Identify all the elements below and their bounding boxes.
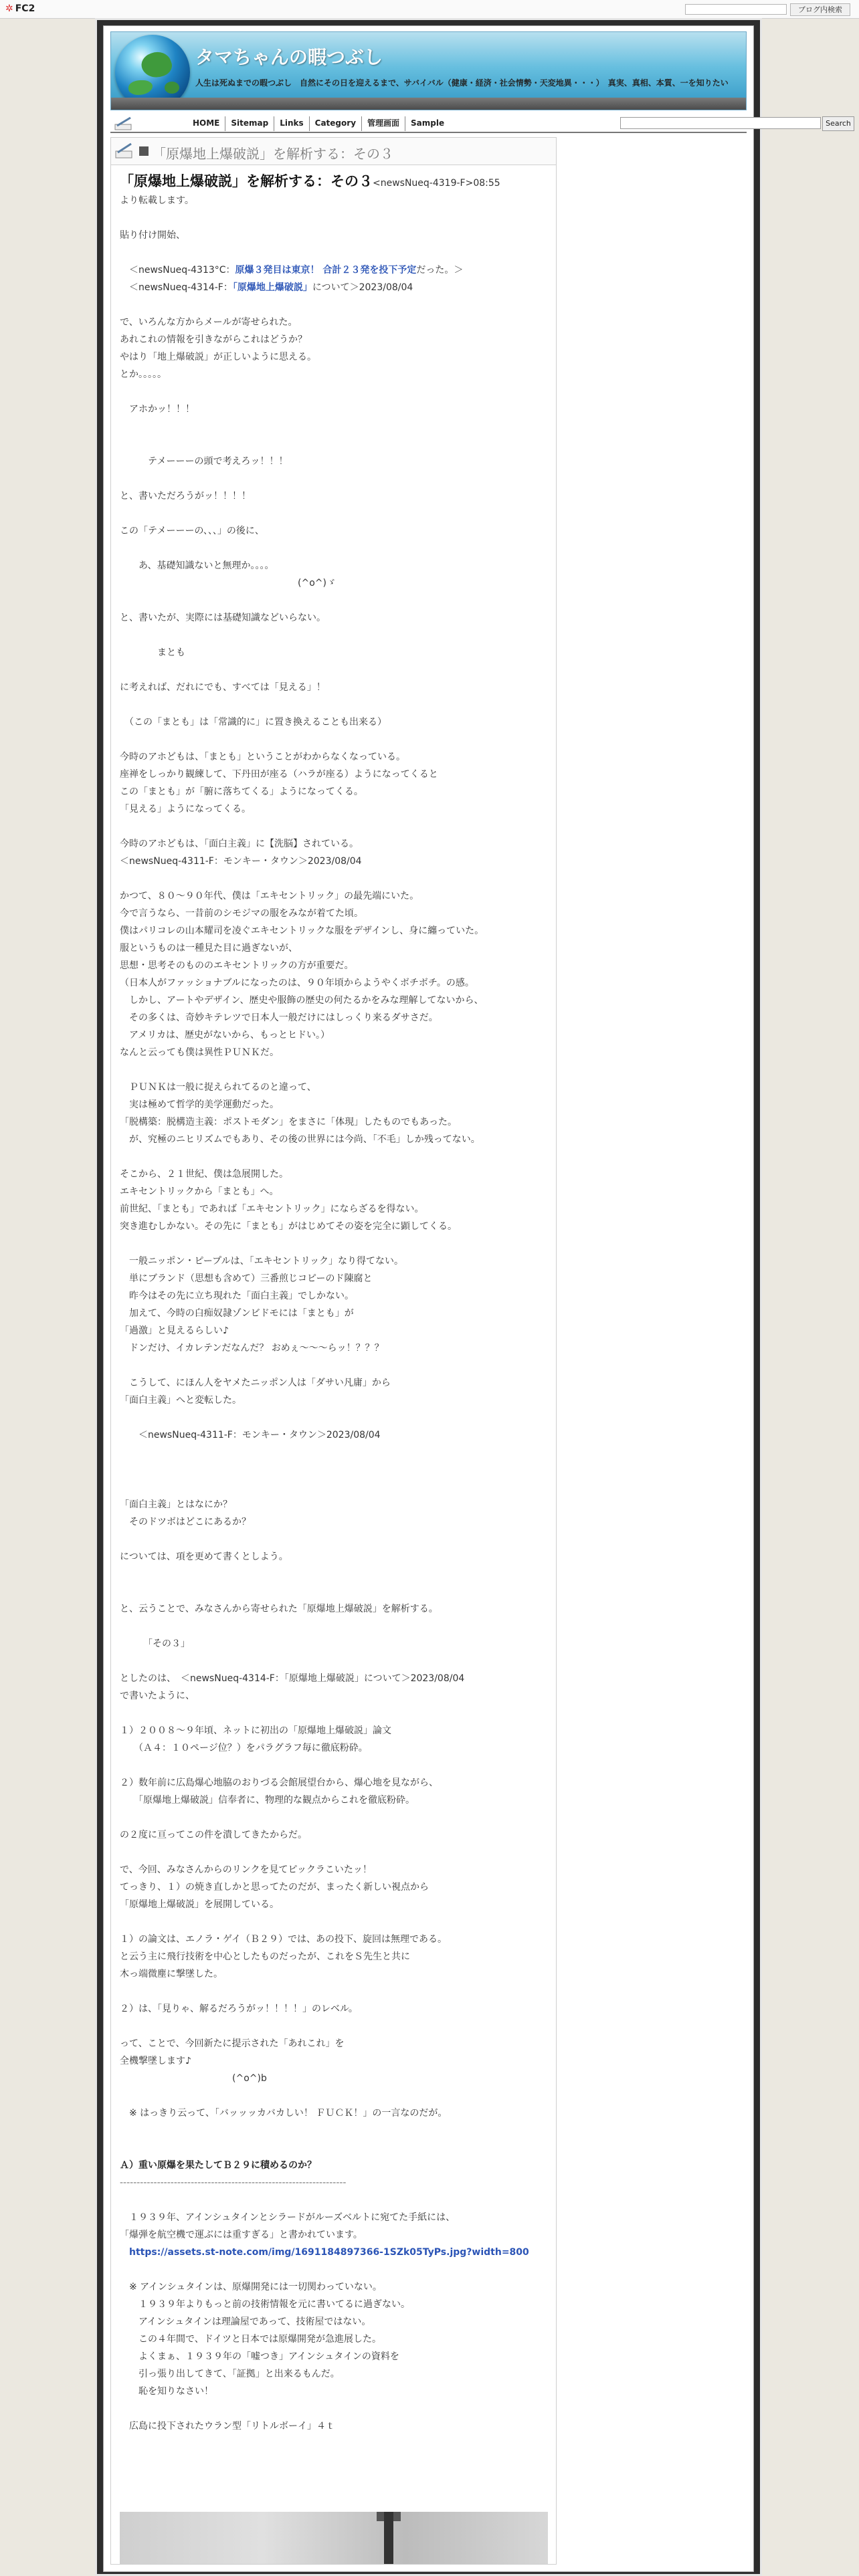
body-line (120, 2070, 548, 2087)
body-text: だった。＞ (416, 265, 464, 276)
body-text: やはり「地上爆破説」が正しいように思える。 (120, 352, 316, 362)
body-line (120, 748, 548, 766)
blank-line (120, 2139, 548, 2157)
blank-line (120, 870, 548, 887)
body-text: 「原爆地上爆破説」を解析する：その３ (120, 173, 373, 189)
body-text: の２度に亘ってこの件を潰してきたからだ。 (120, 1830, 307, 1840)
body-text: ＜newsNueq-4311-F：モンキー・タウン＞2023/08/04 (120, 1430, 381, 1440)
body-line (120, 314, 548, 331)
body-text: (^o^)b (120, 2073, 267, 2084)
site-title[interactable]: タマちゃんの暇つぶし (195, 46, 383, 68)
blank-line (120, 1461, 548, 1479)
body-text: 服というものは一種見た目に過ぎないが、 (120, 943, 298, 954)
body-text: （日本人がファッショナブルになったのは、９０年頃からようやくボチボチ。の感。 (120, 978, 474, 988)
body-text: 「面白主義」へと変転した。 (120, 1395, 242, 1406)
body-text: アインシュタインは理論屋であって、技術屋ではない。 (120, 2317, 371, 2327)
blog-search-input[interactable] (685, 4, 787, 15)
body-line (120, 2383, 548, 2400)
body-text: まとも (120, 647, 185, 658)
body-line (120, 1027, 548, 1044)
body-line (120, 574, 548, 592)
body-text: ------------------------------------------------------------------- (120, 2177, 347, 2188)
body-text: 引っ張り出してきて、「証拠」と出来るもんだ。 (120, 2369, 340, 2379)
nav-divider (110, 132, 747, 133)
body-line (120, 2331, 548, 2348)
blank-line (120, 383, 548, 401)
body-text: てっきり、１）の焼き直しかと思ってたのだが、まったく新しい視点から (120, 1882, 429, 1893)
blank-line (120, 505, 548, 522)
body-text: そのドツボはどこにあるか？ (120, 1517, 251, 1527)
body-text: 今で言うなら、一昔前のシモジマの服をみなが着てた頃。 (120, 908, 363, 919)
body-line (120, 2174, 548, 2191)
body-line (120, 766, 548, 783)
blank-line (120, 1652, 548, 1670)
blank-line (120, 1983, 548, 2000)
body-line (120, 1948, 548, 1965)
body-text: ※ アインシュタインは、原爆開発には一切関わっていない。 (120, 2282, 382, 2292)
body-text: が、究極のニヒリズムでもあり、その後の世界には今尚、「不毛」しか残ってない。 (120, 1134, 480, 1145)
body-line (120, 644, 548, 661)
body-text: この「まとも」が「腑に落ちてくる」ようになってくる。 (120, 786, 363, 797)
body-line (120, 366, 548, 383)
body-line (120, 488, 548, 505)
blank-line (120, 1479, 548, 1496)
body-line (120, 1374, 548, 1392)
site-header (110, 31, 747, 110)
header-band (111, 98, 746, 110)
body-link[interactable]: 「原爆地上爆破説」 (232, 282, 312, 293)
body-line (120, 1739, 548, 1757)
body-text: 貼り付け開始、 (120, 230, 185, 241)
body-text: より転載します。 (120, 195, 194, 206)
body-text: エキセントリックから「まとも」へ。 (120, 1186, 279, 1197)
nav-admin[interactable]: 管理画面 (361, 116, 405, 131)
blank-line (120, 1148, 548, 1166)
body-line (120, 1079, 548, 1096)
site-search-button[interactable]: Search (822, 116, 854, 131)
fc2-logo[interactable] (5, 3, 35, 14)
blank-line (120, 1357, 548, 1374)
body-text: ドンだけ、イカレテンだなんだ？ おめぇ～～～らッ！？？？ (120, 1343, 384, 1354)
little-boy-photo (120, 2512, 548, 2565)
blank-line (120, 2018, 548, 2035)
body-text: 今時のアホどもは、「まとも」ということがわからなくなっている。 (120, 752, 405, 762)
blank-line (120, 540, 548, 557)
body-line (120, 557, 548, 574)
body-line (120, 1496, 548, 1513)
body-text: 前世紀、「まとも」であれば「エキセントリック」にならざるを得ない。 (120, 1204, 424, 1214)
body-line (120, 1322, 548, 1339)
body-text: ＜newsNueq-4313°C： (120, 265, 235, 276)
body-text: かつて、８０～９０年代、僕は「エキセントリック」の最先端にいた。 (120, 891, 419, 901)
body-line (120, 940, 548, 957)
blank-line (120, 1844, 548, 1861)
body-line (120, 957, 548, 974)
blank-line (120, 1913, 548, 1931)
body-text: とか。。。。。 (120, 369, 167, 380)
blank-line (120, 1583, 548, 1600)
nav-home[interactable]: HOME (193, 118, 220, 128)
site-search-input[interactable] (620, 117, 821, 129)
body-text: ２）数年前に広島爆心地脇のおりづる会館展望台から、爆心地を見ながら、 (120, 1778, 438, 1788)
body-text: 「脱構築：脱構造主義：ポストモダン」をまさに「体現」したものでもあった。 (120, 1117, 457, 1128)
body-line (120, 1183, 548, 1200)
body-text: １９３９年、アインシュタインとシラードがルーズベルトに宛てた手紙には、 (120, 2212, 456, 2223)
blank-line (120, 209, 548, 227)
body-text: あれこれの情報を引きながらこれはどうか？ (120, 334, 307, 345)
body-line (120, 522, 548, 540)
body-text: こうして、にほん人をヤメたニッポン人は「ダサい凡庸」から (120, 1378, 391, 1388)
fc2-logo-icon: ✲ (5, 3, 13, 14)
entry-title[interactable]: 「原爆地上爆破説」を解析する：その３ (153, 146, 393, 162)
body-text: と、書いただろうがッ！！！！ (120, 491, 251, 502)
body-text: １）の論文は、エノラ・ゲイ（Ｂ２９）では、あの投下、旋回は無理である。 (120, 1934, 448, 1945)
body-text: 「原爆地上爆破説」信奉者に、物理的な観点からこれを徹底粉砕。 (120, 1795, 415, 1806)
body-line (120, 1896, 548, 1913)
source-ref: <newsNueq-4319-F>08:55 (373, 178, 500, 189)
body-line (120, 279, 548, 296)
body-text: 加えて、今時の白痴奴隷ゾンビドモには「まとも」が (120, 1308, 354, 1319)
body-line (120, 1965, 548, 1983)
body-text: （この「まとも」は「常識的に」に置き換えることも出来る） (120, 717, 387, 728)
body-line (120, 835, 548, 853)
body-line (120, 2052, 548, 2070)
body-line (120, 2418, 548, 2435)
body-line (120, 1044, 548, 1061)
blank-line (120, 2191, 548, 2209)
body-line (120, 974, 548, 992)
body-line (120, 1931, 548, 1948)
body-line (120, 922, 548, 940)
body-text: 「原爆地上爆破説」を展開している。 (120, 1899, 279, 1910)
body-line (120, 1305, 548, 1322)
body-text: よくまぁ、１９３９年の「嘘つき」アインシュタインの資料を (120, 2351, 399, 2362)
body-line (120, 679, 548, 696)
body-line (120, 1635, 548, 1652)
title-bullet-icon (139, 146, 149, 156)
body-text: 「過激」と見えるらしい♪ (120, 1325, 229, 1336)
body-line (120, 853, 548, 870)
body-text: 「爆弾を航空機で運ぶには重すぎる」と書かれています。 (120, 2230, 363, 2240)
body-text: 「面白主義」とはなにか？ (120, 1499, 232, 1510)
body-text: ＜newsNueq-4311-F：モンキー・タウン＞2023/08/04 (120, 856, 362, 867)
body-text: で、いろんな方からメールが寄せられた。 (120, 317, 298, 328)
blank-line (120, 696, 548, 714)
body-text: そこから、２１世紀、僕は急展開した。 (120, 1169, 288, 1180)
body-line (120, 2105, 548, 2122)
body-text: (^o^)ゞ (120, 578, 336, 588)
body-line (120, 1879, 548, 1896)
body-text: 僕はパリコレの山本耀司を凌ぐエキセントリックな服をデザインし、身に纏っていた。 (120, 926, 484, 936)
body-line (120, 905, 548, 922)
body-text: としたのは、 ＜newsNueq-4314-F：「原爆地上爆破説」について＞2023/08/04 (120, 1673, 465, 1684)
body-text: アメリカは、歴史がないから、もっとヒドい。） (120, 1030, 330, 1041)
body-text: と、云うことで、みなさんから寄せられた「原爆地上爆破説」を解析する。 (120, 1604, 438, 1614)
fc2-top-bar (0, 0, 859, 19)
body-line (120, 1861, 548, 1879)
body-line (120, 1722, 548, 1739)
body-line (120, 1287, 548, 1305)
body-text: テメーーーの頭で考えろッ！！！ (120, 456, 288, 467)
body-line (120, 1774, 548, 1792)
body-text: 全機撃墜します♪ (120, 2056, 191, 2066)
body-line (120, 1131, 548, 1148)
body-line (120, 331, 548, 348)
body-text: ２）は、「見りゃ、解るだろうがッ！！！！」のレベル。 (120, 2004, 358, 2014)
body-line (120, 192, 548, 209)
body-text: 突き進むしかない。その先に「まとも」がはじめてその姿を完全に顕してくる。 (120, 1221, 457, 1232)
blank-line (120, 661, 548, 679)
body-line (120, 1670, 548, 1687)
body-text: https://assets.st-note.com/img/1691184897366-1SZk05TyPs.jpg?width=800 (120, 2247, 529, 2258)
body-text: 単にブランド（思想も含めて）三番煎じコピーのド陳腐と (120, 1273, 373, 1284)
body-line (120, 783, 548, 800)
blank-line (120, 296, 548, 314)
body-line (120, 1826, 548, 1844)
body-line (120, 1200, 548, 1218)
body-line (120, 1426, 548, 1444)
body-text: １９３９年よりもっと前の技術情報を元に書いてるに過ぎない。 (120, 2299, 410, 2310)
body-line (120, 2313, 548, 2331)
body-line (120, 173, 548, 192)
body-text: 広島に投下されたウラン型「リトルボーイ」４ｔ (120, 2421, 335, 2432)
blank-line (120, 435, 548, 453)
body-line (120, 1096, 548, 1113)
blank-line (120, 1531, 548, 1548)
body-text: 昨今はその先に立ち現れた「面白主義」でしかない。 (120, 1291, 354, 1301)
body-text: この４年間で、ドイツと日本では原爆開発が急進展した。 (120, 2334, 382, 2345)
body-line (120, 2278, 548, 2296)
page-inner (103, 25, 851, 2572)
site-description: 人生は死ぬまでの暇つぶし 自然にその日を迎えるまで、サバイバル（健康・経済・社会情勢・天変地異・・・） 真実、真相、本質、一を知りたい (195, 78, 729, 88)
body-text: なんと云っても僕は異性ＰＵＮＫだ。 (120, 1047, 279, 1058)
body-line (120, 2348, 548, 2365)
blank-line (120, 244, 548, 261)
body-text: 「見える」ようになってくる。 (120, 804, 251, 815)
body-text: 木っ端微塵に撃墜した。 (120, 1969, 223, 1979)
blank-line (120, 2122, 548, 2139)
body-text: （Ａ４：１０ページ位？）をパラグラフ毎に徹底粉砕。 (120, 1743, 368, 1753)
blank-line (120, 470, 548, 488)
blank-line (120, 1566, 548, 1583)
body-line (120, 2157, 548, 2174)
blank-line (120, 1757, 548, 1774)
body-text: １）２００８～９年頃、ネットに初出の「原爆地上爆破説」論文 (120, 1725, 391, 1736)
body-text: 今時のアホどもは、「面白主義」に【洗脳】されている。 (120, 839, 359, 849)
body-line (120, 714, 548, 731)
body-line (120, 2035, 548, 2052)
blank-line (120, 1235, 548, 1253)
page-frame (95, 18, 851, 2576)
body-line (120, 2296, 548, 2313)
pen-icon (114, 116, 133, 131)
body-line (120, 261, 548, 279)
nav-category[interactable]: Category (309, 116, 361, 131)
fc2-logo-text: FC2 (15, 3, 35, 14)
blank-line (120, 1409, 548, 1426)
body-line (120, 348, 548, 366)
body-line (120, 1548, 548, 1566)
blank-line (120, 592, 548, 609)
body-text: と、書いたが、実際には基礎知識などいらない。 (120, 613, 326, 623)
body-text: ＰＵＮＫは一般に捉えられてるのと違って、 (120, 1082, 316, 1093)
nav-sample[interactable]: Sample (405, 116, 450, 131)
body-link[interactable]: 原爆３発目は東京！ 合計２３発を投下予定 (235, 265, 417, 276)
body-text: と云う主に飛行技術を中心としたものだったが、これをＳ先生と共に (120, 1951, 410, 1962)
entry-header (111, 138, 556, 165)
body-line (120, 1339, 548, 1357)
body-line (120, 401, 548, 418)
body-line (120, 1113, 548, 1131)
body-text: って、ことで、今回新たに提示された「あれこれ」を (120, 2038, 345, 2049)
nav-bar (110, 114, 851, 134)
body-line (120, 2209, 548, 2226)
body-line (120, 1253, 548, 1270)
blank-line (120, 1061, 548, 1079)
nav-links (187, 116, 450, 131)
body-text: 一般ニッポン・ピープルは、「エキセントリック」なり得てない。 (120, 1256, 404, 1267)
body-line (120, 887, 548, 905)
blank-line (120, 1809, 548, 1826)
body-line (120, 1792, 548, 1809)
body-line[interactable] (120, 2244, 548, 2261)
blank-line (120, 418, 548, 435)
nav-links-page[interactable]: Links (274, 116, 308, 131)
body-text: について＞2023/08/04 (312, 282, 413, 293)
body-text: で、今回、みなさんからのリンクを見てピックラこいたッ！ (120, 1864, 372, 1875)
nav-sitemap[interactable]: Sitemap (225, 116, 274, 131)
body-text: に考えれば、だれにでも、すべては「見える」！ (120, 682, 326, 693)
body-text: Ａ）重い原爆を果たしてＢ２９に積めるのか？ (120, 2160, 316, 2171)
body-line (120, 2000, 548, 2018)
entry-column (110, 137, 557, 2565)
body-text: あ、基礎知識ないと無理か。。。。 (120, 560, 274, 571)
blank-line (120, 818, 548, 835)
blank-line (120, 627, 548, 644)
body-line (120, 800, 548, 818)
body-line (120, 609, 548, 627)
body-text: アホかッ！！！ (120, 404, 195, 415)
body-line (120, 453, 548, 470)
body-line (120, 1687, 548, 1705)
body-line (120, 1392, 548, 1409)
entry-body (120, 173, 548, 2435)
body-line (120, 227, 548, 244)
body-line (120, 1009, 548, 1027)
blank-line (120, 1705, 548, 1722)
body-text: 思想・思考そのもののエキセントリックの方が重要だ。 (120, 960, 354, 971)
body-line (120, 992, 548, 1009)
body-text: ※ はっきり云って、「バッッッカバカしい！ ＦＵＣＫ！」の一言なのだが。 (120, 2108, 448, 2119)
blank-line (120, 1618, 548, 1635)
blank-line (120, 1444, 548, 1461)
body-text: 座禅をしっかり観練して、下丹田が座る（ハラが座る）ようになってくると (120, 769, 438, 780)
body-line (120, 1218, 548, 1235)
body-line (120, 2365, 548, 2383)
blank-line (120, 2087, 548, 2105)
body-text: この「テメーーーの、、、」の後に、 (120, 526, 264, 536)
body-text: ＜newsNueq-4314-F： (120, 282, 233, 293)
blank-line (120, 731, 548, 748)
body-line (120, 1600, 548, 1618)
body-text: で書いたように、 (120, 1691, 195, 1701)
body-text: しかし、アートやデザイン、歴史や服飾の歴史の何たるかをみな理解してないから、 (120, 995, 484, 1006)
blog-search-button[interactable]: ブログ内検索 (790, 3, 850, 16)
body-text: 「その３」 (120, 1638, 190, 1649)
body-text: 実は極めて哲学的美学運動だった。 (120, 1099, 279, 1110)
body-text: については、項を更めて書くとしよう。 (120, 1551, 288, 1562)
body-text: その多くは、奇妙キテレツで日本人一般だけにはしっくり来るダサさだ。 (120, 1012, 438, 1023)
body-line (120, 1166, 548, 1183)
body-line (120, 2226, 548, 2244)
pen-icon (115, 142, 134, 159)
body-text: 恥を知りなさい！ (120, 2386, 213, 2397)
body-line (120, 1513, 548, 1531)
body-line (120, 1270, 548, 1287)
blank-line (120, 2261, 548, 2278)
blank-line (120, 2400, 548, 2418)
